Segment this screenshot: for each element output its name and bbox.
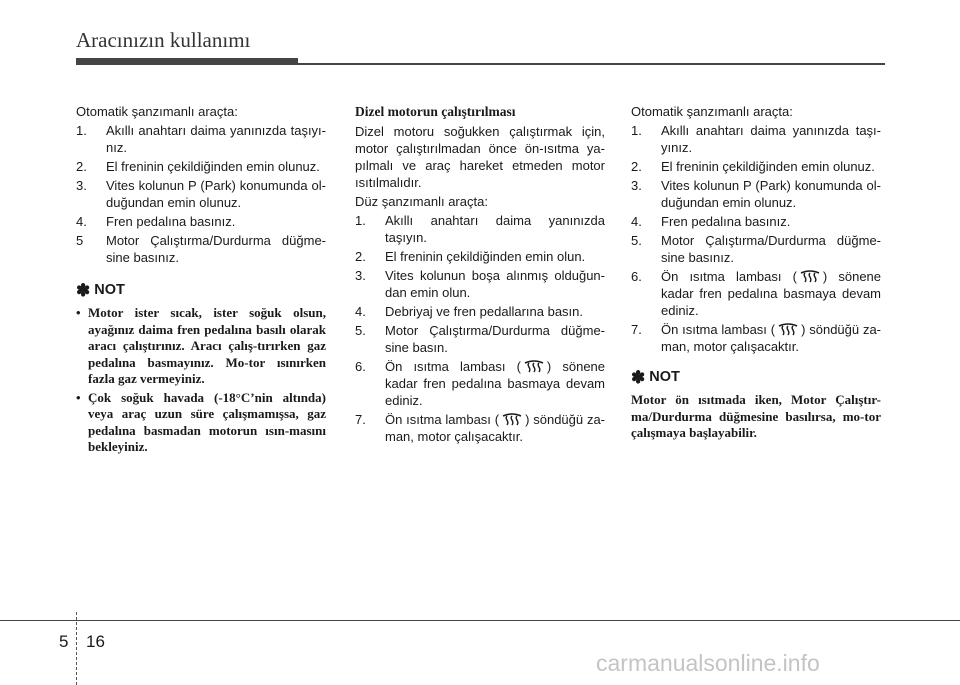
list-item: 5. Motor Çalıştırma/Durdurma düğme-sine basın.: [355, 323, 605, 355]
list-item: 2. El freninin çekildiğinden emin olunuz.: [76, 159, 320, 174]
watermark: carmanualsonline.info: [596, 650, 820, 676]
note-bullet: • Çok soğuk havada (-18°C’nin altında) veya araç uzun süre çalışmamışsa, gaz pedalına basmadan motorun ısın-masını bekleyiniz.: [76, 389, 326, 454]
column-right: [631, 103, 881, 442]
list-item: 4. Debriyaj ve fren pedallarına basın.: [355, 304, 584, 319]
col1-intro: Otomatik şanzımanlı araçta:: [76, 104, 238, 119]
section-heading: Dizel motorun çalıştırılması: [355, 104, 516, 119]
list-item: 1. Akıllı anahtarı daima yanınızda taşıyın.: [355, 213, 605, 245]
list-item: 2. El freninin çekildiğinden emin olunuz.: [631, 159, 875, 174]
list-item: 2. El freninin çekildiğinden emin olun.: [355, 249, 586, 264]
list-item: 7. Ön ısıtma lambası ( ) söndüğü za-man, motor çalışacaktır.: [355, 412, 606, 444]
page-header-title: Aracınızın kullanımı: [76, 28, 251, 52]
list-item: 1. Akıllı anahtarı daima yanınızda taşıyı-nız.: [76, 123, 326, 155]
footer-divider-vertical: [76, 612, 77, 685]
page-number: 16: [86, 632, 105, 651]
glow-plug-indicator-icon: [523, 360, 545, 374]
note-title: NOT: [94, 282, 125, 298]
col2-paragraph: Dizel motoru soğukken çalıştırmak için, motor çalıştırılmadan önce ön-ısıtma ya-pılmalı ve araç hareket etmeden motor ısıtılmalıdır.: [355, 124, 605, 190]
note-text: Motor ön ısıtmada iken, Motor Çalıştır-ma/Durdurma düğmesine basılırsa, mo-tor çalışmaya başlayabilir.: [631, 392, 881, 440]
note-asterisk-icon: ✽: [631, 368, 646, 387]
note-heading: [76, 282, 326, 299]
col2-intro: Düz şanzımanlı araçta:: [355, 194, 488, 209]
list-item: 4. Fren pedalına basınız.: [631, 214, 791, 229]
list-item: 7. Ön ısıtma lambası ( ) söndüğü za-man, motor çalışacaktır.: [631, 322, 882, 354]
note-bullet: • Motor ister sıcak, ister soğuk olsun, ayağınız daima fren pedalına basılı olarak aracı çalıştırınız. Aracı çalış-tırırken gaz pedalına basmayınız. Mo-tor ısınırken fazla gaz vermeyiniz.: [76, 305, 326, 386]
list-item: 4. Fren pedalına basınız.: [76, 214, 236, 229]
glow-plug-indicator-icon: [777, 323, 799, 337]
list-item: 1. Akıllı anahtarı daima yanınızda taşı-yınız.: [631, 123, 881, 155]
chapter-number: 5: [59, 632, 69, 651]
list-item: 6. Ön ısıtma lambası ( ) sönene kadar fren pedalına basmaya devam ediniz.: [631, 269, 882, 318]
list-item: 6. Ön ısıtma lambası ( ) sönene kadar fren pedalına basmaya devam ediniz.: [355, 359, 606, 408]
glow-plug-indicator-icon: [799, 270, 821, 284]
footer-divider-horizontal: [0, 620, 960, 621]
list-item: 3. Vites kolunun boşa alınmış olduğun-dan emin olun.: [355, 268, 605, 300]
note-asterisk-icon: ✽: [76, 281, 91, 300]
note-title: NOT: [649, 369, 680, 385]
col3-intro: Otomatik şanzımanlı araçta:: [631, 104, 793, 119]
header-rule-thin: [298, 63, 885, 65]
column-left: [76, 103, 326, 458]
list-item: 3. Vites kolunun P (Park) konumunda ol-duğundan emin olunuz.: [631, 178, 881, 210]
note-heading: [631, 369, 881, 386]
list-item: 5. Motor Çalıştırma/Durdurma düğme-sine basınız.: [631, 233, 881, 265]
column-middle: [355, 103, 605, 447]
list-item: 5 Motor Çalıştırma/Durdurma düğme-sine basınız.: [76, 233, 326, 265]
list-item: 3. Vites kolunun P (Park) konumunda ol-duğundan emin olunuz.: [76, 178, 326, 210]
header-rule-thick: [76, 58, 298, 65]
glow-plug-indicator-icon: [501, 413, 523, 427]
col1-steps: [76, 122, 326, 266]
